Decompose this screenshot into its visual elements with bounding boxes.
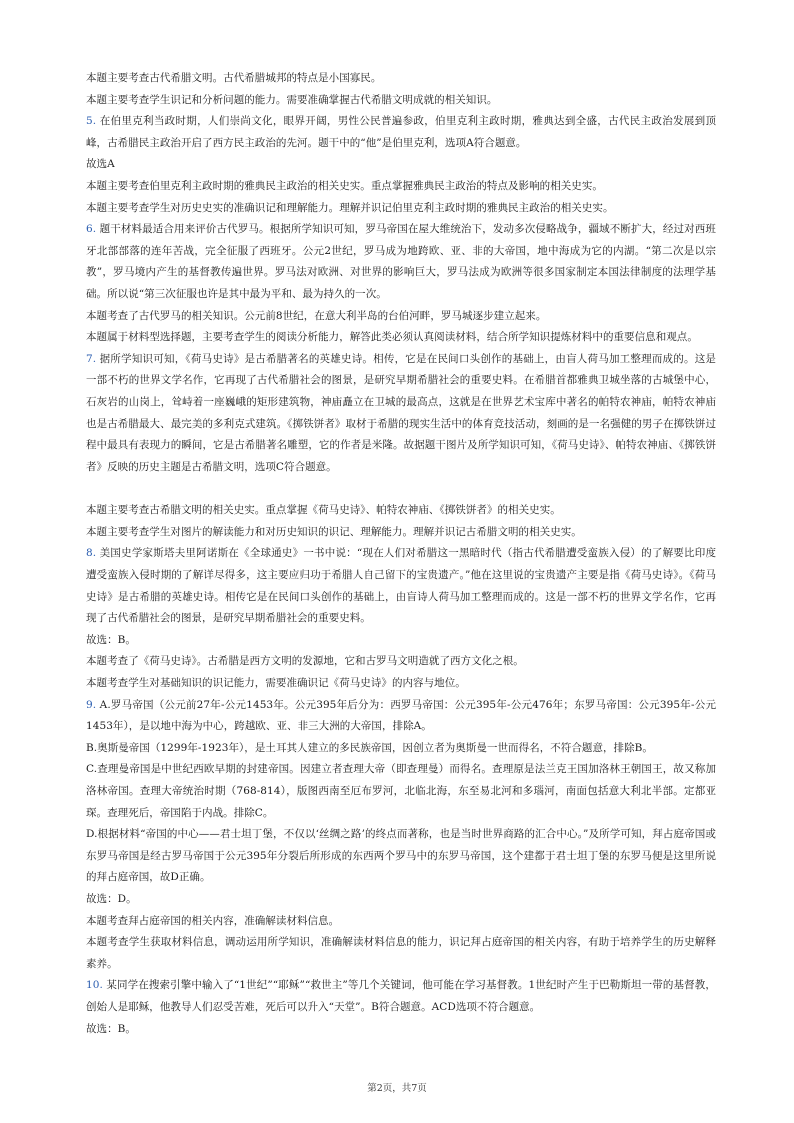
text-paragraph xyxy=(86,889,716,911)
paragraph-text: A.罗马帝国（公元前27年-公元1453年。公元395年后分为：西罗马帝国：公元395年-公元476年；东罗马帝国：公元395年-公元1453年），是以地中海为中心，跨越欧、亚、非三大洲的大帝国，排除A。 xyxy=(86,698,716,733)
text-paragraph xyxy=(86,327,716,349)
text-paragraph xyxy=(86,500,716,522)
paragraph-text: 故选：B。 xyxy=(86,1022,136,1035)
question-answer-paragraph xyxy=(86,111,716,154)
question-number: 6. xyxy=(86,223,97,236)
paragraph-text: 本题考查了古代罗马的相关知识。公元前8世纪，在意大利半岛的台伯河畔，罗马城逐步建立起来。 xyxy=(86,309,547,322)
question-number: 7. xyxy=(86,352,97,365)
text-paragraph xyxy=(86,90,716,112)
paragraph-text: 本题考查拜占庭帝国的相关内容，准确解读材料信息。 xyxy=(86,914,340,927)
paragraph-text: 本题属于材料型选择题，主要考查学生的阅读分析能力，解答此类必须认真阅读材料，结合所学知识提炼材料中的重要信息和观点。 xyxy=(86,331,698,344)
text-paragraph xyxy=(86,824,716,889)
paragraph-text: D.根据材料“帝国的中心——君士坦丁堡，不仅以‘丝绸之路’的终点而著称，也是当时世界商路的汇合中心。”及所学可知，拜占庭帝国或东罗马帝国是经古罗马帝国于公元395年分裂后所形成的东西两个罗马中的东罗马帝国，这个建都于君士坦丁堡的东罗马便是这里所说的拜占庭帝国，故D正确。 xyxy=(86,828,716,884)
paragraph-text: 本题主要考查学生对历史史实的准确识记和理解能力。理解并识记伯里克利主政时期的雅典民主政治的相关史实。 xyxy=(86,201,614,214)
text-paragraph xyxy=(86,651,716,673)
text-paragraph xyxy=(86,911,716,933)
text-paragraph xyxy=(86,759,716,824)
question-answer-paragraph xyxy=(86,695,716,738)
question-number: 9. xyxy=(86,698,97,711)
paragraph-text: 题干材料最适合用来评价古代罗马。根据所学知识可知，罗马帝国在屋大维统治下，发动多次侵略战争，疆域不断扩大，经过对西班牙北部部落的连年苦战，完全征服了西班牙。公元2世纪，罗马成为地跨欧、亚、非的大帝国，地中海成为它的内湖。“第二次是以宗教”，罗马境内产生的基督教传遍世界。罗马法对欧洲、对世界的影响巨大，罗马法成为欧洲等很多国家制定本国法律制度的法理学基础。所以说“第三次征服也许是其中最为平和、最为持久的一次。 xyxy=(86,223,716,300)
question-answer-paragraph xyxy=(86,975,716,1018)
paragraph-gap xyxy=(86,478,716,500)
question-answer-paragraph xyxy=(86,543,716,629)
paragraph-text: 故选：B。 xyxy=(86,633,136,646)
page-footer: 第2页，共7页 xyxy=(367,1083,427,1094)
paragraph-text: 故选A xyxy=(86,158,115,171)
question-number: 5. xyxy=(86,115,97,128)
paragraph-text: B.奥斯曼帝国（1299年-1923年），是土耳其人建立的多民族帝国，因创立者为奥斯曼一世而得名，不符合题意，排除B。 xyxy=(86,741,653,754)
question-answer-paragraph xyxy=(86,349,716,479)
paragraph-text: 在伯里克利当政时期，人们崇尚文化，眼界开阔，男性公民普遍参政，伯里克利主政时期，雅典达到全盛，古代民主政治发展到顶峰，古希腊民主政治开启了西方民主政治的先河。题干中的“他”是伯里克利，选项A符合题意。 xyxy=(86,115,716,149)
paragraph-text: 本题考查了《荷马史诗》。古希腊是西方文明的发源地，它和古罗马文明造就了西方文化之根。 xyxy=(86,655,524,668)
paragraph-text: C.查理曼帝国是中世纪西欧早期的封建帝国。因建立者查理大帝（即查理曼）而得名。查理原是法兰克王国加洛林王朝国王，故又称加洛林帝国。查理大帝统治时期（768-814），版图西南至厄布罗河，北临北海，东至易北河和多瑙河，南面包括意大利北半部。定都亚琛。查理死后，帝国陷于内战。排除C。 xyxy=(86,763,716,819)
text-paragraph xyxy=(86,306,716,328)
text-paragraph xyxy=(86,68,716,90)
paragraph-text: 本题考查学生对基础知识的识记能力，需要准确识记《荷马史诗》的内容与地位。 xyxy=(86,677,466,690)
paragraph-text: 本题主要考查伯里克利主政时期的雅典民主政治的相关史实。重点掌握雅典民主政治的特点及影响的相关史实。 xyxy=(86,179,603,192)
paragraph-text: 美国史学家斯塔夫里阿诺斯在《全球通史》一书中说：“现在人们对希腊这一黑暗时代（指古代希腊遭受蛮族入侵）的了解要比印度遭受蛮族入侵时期的了解详尽得多，这主要应归功于希腊人自己留下的宝贵遗产。”他在这里说的宝贵遗产主要是指《荷马史诗》。《荷马史诗》是古希腊的英雄史诗。相传它是在民间口头创作的基础上，由盲诗人荷马加工整理而成的。这是一部不朽的世界文学名作，它再现了古代希腊社会的图景，是研究早期希腊社会的重要史料。 xyxy=(86,547,716,625)
question-answer-paragraph xyxy=(86,219,716,305)
question-number: 10. xyxy=(86,979,103,992)
text-paragraph xyxy=(86,673,716,695)
paragraph-text: 本题主要考查古希腊文明的相关史实。重点掌握《荷马史诗》、帕特农神庙、《掷铁饼者》的相关史实。 xyxy=(86,504,561,517)
paragraph-text: 据所学知识可知，《荷马史诗》是古希腊著名的英雄史诗。相传，它是在民间口头创作的基础上，由盲人荷马加工整理而成的。这是一部不朽的世界文学名作，它再现了古代希腊社会的图景，是研究早期希腊社会的重要史料。在希腊首都雅典卫城坐落的古城堡中心，石灰岩的山岗上，耸峙着一座巍峨的矩形建筑物，神庙矗立在卫城的最高点，这就是在世界艺术宝库中著名的帕特农神庙，帕特农神庙也是古希腊最大、最完美的多利克式建筑。《掷铁饼者》取材于希腊的现实生活中的体育竞技活动，刻画的是一名强健的男子在掷铁饼过程中最具有表现力的瞬间，它是古希腊著名雕塑，它的作者是米隆。故据题干图片及所学知识可知，《荷马史诗》、帕特农神庙、《掷铁饼者》反映的历史主题是古希腊文明，选项C符合题意。 xyxy=(86,352,716,473)
text-paragraph xyxy=(86,738,716,760)
text-paragraph xyxy=(86,1019,716,1041)
paragraph-text: 本题主要考查学生识记和分析问题的能力。需要准确掌握古代希腊文明成就的相关知识。 xyxy=(86,93,498,106)
paragraph-text: 故选：D。 xyxy=(86,892,137,905)
text-paragraph xyxy=(86,932,716,975)
paragraph-text: 本题主要考查学生对图片的解读能力和对历史知识的识记、理解能力。理解并识记古希腊文明的相关史实。 xyxy=(86,525,582,538)
text-paragraph xyxy=(86,630,716,652)
paragraph-text: 某同学在搜索引擎中输入了“1世纪”“耶稣”“救世主”等几个关键词，他可能在学习基督教。1世纪时产生于巴勒斯坦一带的基督教，创始人是耶稣，他教导人们忍受苦难，死后可以升入“天堂”。B符合题意。ACD选项不符合题意。 xyxy=(86,979,716,1013)
paragraph-text: 本题考查学生获取材料信息，调动运用所学知识，准确解读材料信息的能力，识记拜占庭帝国的相关内容，有助于培养学生的历史解释素养。 xyxy=(86,936,716,970)
text-paragraph xyxy=(86,176,716,198)
text-paragraph xyxy=(86,522,716,544)
paragraph-text: 本题主要考查古代希腊文明。古代希腊城邦的特点是小国寡民。 xyxy=(86,72,382,84)
document-body xyxy=(86,68,716,1040)
question-number: 8. xyxy=(86,547,97,560)
text-paragraph xyxy=(86,154,716,176)
text-paragraph xyxy=(86,198,716,220)
